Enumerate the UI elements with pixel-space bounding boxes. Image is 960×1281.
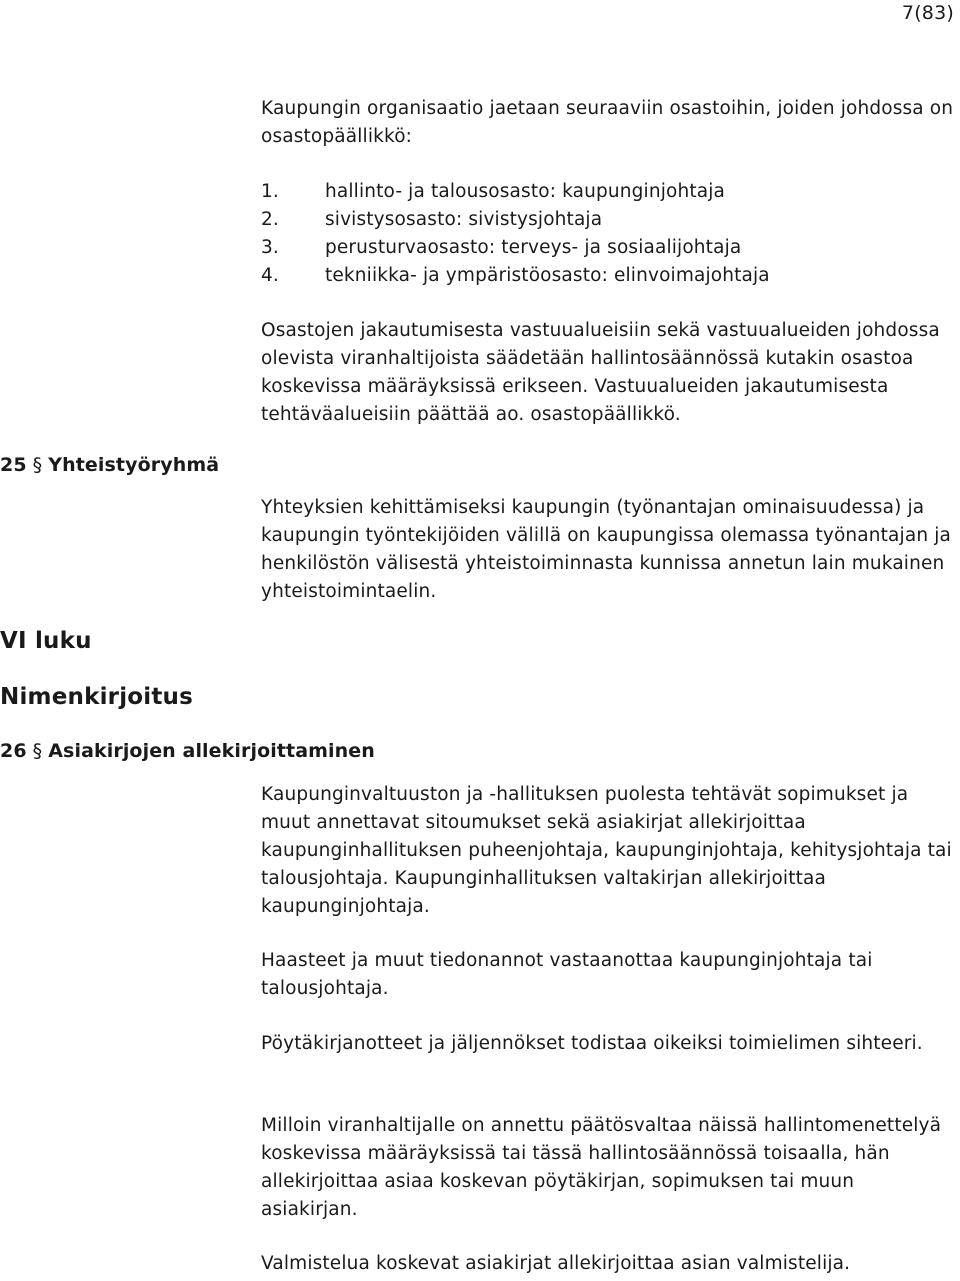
intro-paragraph: Kaupungin organisaatio jaetaan seuraaviin osastoihin, joiden johdossa on osastopäällikkö: — [261, 98, 954, 147]
list-item-number: 4. — [261, 265, 279, 286]
list-item — [261, 234, 770, 262]
section-symbol: § — [32, 740, 43, 762]
section-26-paragraph-5: Valmistelua koskevat asiakirjat allekirjoittaa asian valmistelija. — [261, 1253, 851, 1274]
section-title: Asiakirjojen allekirjoittaminen — [48, 740, 375, 762]
list-item-number: 3. — [261, 237, 279, 258]
section-title: Yhteistyöryhmä — [48, 454, 220, 476]
list-item-label: tekniikka- ja ympäristöosasto: elinvoimajohtaja — [325, 265, 770, 286]
page-number: 7(83) — [901, 2, 954, 24]
section-26-paragraph-3: Pöytäkirjanotteet ja jäljennökset todistaa oikeiksi toimielimen sihteeri. — [261, 1033, 923, 1054]
section-number: 25 — [0, 454, 27, 476]
list-item-label: perusturvaosasto: terveys- ja sosiaalijohtaja — [325, 237, 742, 258]
list-item — [261, 206, 770, 234]
section-26-heading — [0, 740, 375, 762]
chapter-title: Nimenkirjoitus — [0, 684, 194, 710]
section-26-paragraph-4: Milloin viranhaltijalle on annettu päätösvaltaa näissä hallintomenettelyä koskevissa määräyksissä tai tässä hallintosäännössä toisaalla, hän allekirjoittaa asiaa koskevan pöytäkirjan, sopimuksen tai muun asiakirjan. — [261, 1115, 942, 1220]
chapter-number: VI luku — [0, 628, 92, 654]
list-item-number: 2. — [261, 209, 279, 230]
list-item — [261, 178, 770, 206]
section-number: 26 — [0, 740, 27, 762]
list-item — [261, 262, 770, 290]
department-list — [261, 178, 770, 290]
responsibility-paragraph: Osastojen jakautumisesta vastuualueisiin sekä vastuualueiden johdossa olevista viranhaltijoista säädetään hallintosäännössä kutakin osastoa koskevissa määräyksissä erikseen. Vastuualueiden jakautumisesta tehtäväalueisiin päättää ao. osastopäällikkö. — [261, 320, 940, 425]
list-item-label: hallinto- ja talousosasto: kaupunginjohtaja — [325, 181, 726, 202]
list-item-number: 1. — [261, 181, 279, 202]
section-25-paragraph: Yhteyksien kehittämiseksi kaupungin (työnantajan ominaisuudessa) ja kaupungin työntekijöiden välillä on kaupungissa olemassa työnantajan ja henkilöstön välisestä yhteistoiminnasta kunnissa annetun lain mukainen yhteistoimintaelin. — [261, 497, 952, 602]
section-symbol: § — [32, 454, 43, 476]
section-26-paragraph-1: Kaupunginvaltuuston ja -hallituksen puolesta tehtävät sopimukset ja muut annettavat sitoumukset sekä asiakirjat allekirjoittaa kaupunginhallituksen puheenjohtaja, kaupunginjohtaja, kehitysjohtaja tai talousjohtaja. Kaupunginhallituksen valtakirjan allekirjoittaa kaupunginjohtaja. — [261, 784, 952, 917]
section-26-paragraph-2: Haasteet ja muut tiedonannot vastaanottaa kaupunginjohtaja tai talousjohtaja. — [261, 950, 873, 999]
list-item-label: sivistysosasto: sivistysjohtaja — [325, 209, 603, 230]
section-25-heading — [0, 454, 219, 476]
